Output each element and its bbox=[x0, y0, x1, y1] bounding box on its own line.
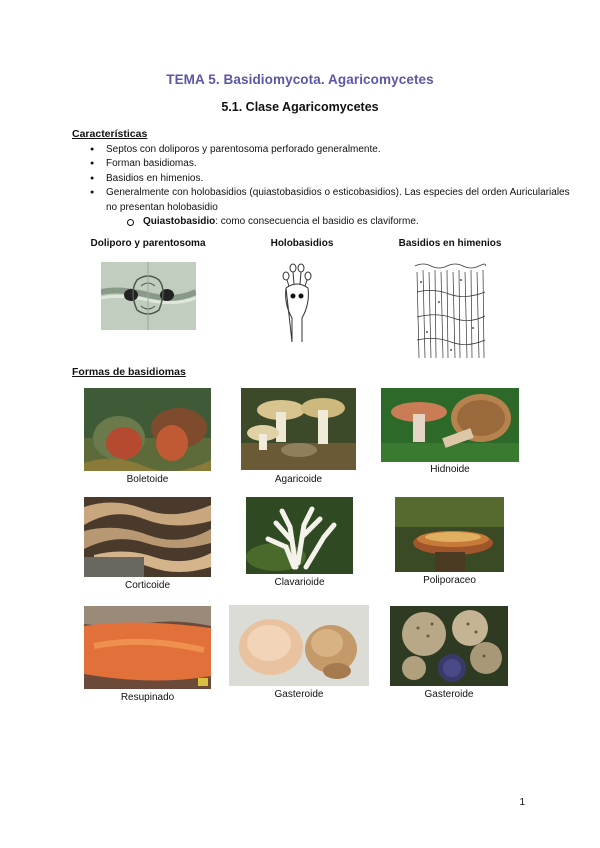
section-title: 5.1. Clase Agaricomycetes bbox=[221, 100, 379, 114]
page-number: 1 bbox=[519, 797, 525, 808]
boletoide-photo bbox=[84, 388, 211, 471]
gasteroide-caption-2: Gasteroide bbox=[424, 689, 474, 700]
hidnoide-caption: Hidnoide bbox=[430, 464, 470, 475]
boletoide-caption: Boletoide bbox=[126, 474, 169, 485]
poliporaceo-photo bbox=[395, 497, 504, 572]
corticoide-caption: Corticoide bbox=[124, 580, 171, 591]
characteristics-heading: Características bbox=[72, 128, 148, 140]
gasteroide-caption-1: Gasteroide bbox=[274, 689, 324, 700]
hymenium-label: Basidios en himenios bbox=[398, 238, 502, 249]
dolipore-micrograph-image bbox=[101, 262, 196, 330]
list-item: ● Forman basidiomas. bbox=[106, 157, 576, 171]
agaricoide-caption: Agaricoide bbox=[274, 474, 323, 485]
characteristics-list bbox=[72, 143, 576, 215]
forms-heading: Formas de basidiomas bbox=[72, 366, 186, 378]
sub-item-bold: Quiastobasidio bbox=[143, 216, 216, 227]
list-item: ● Generalmente con holobasidios (quiastobasidios o esticobasidios). Las especies del orden Auriculariales no presentan holobasidio bbox=[106, 186, 576, 215]
hymenium-drawing bbox=[413, 262, 487, 360]
list-item: ● Basidios en himenios. bbox=[106, 172, 576, 186]
gasteroide-photo-2 bbox=[390, 606, 508, 686]
corticoide-photo bbox=[84, 497, 211, 577]
list-item: ● Septos con doliporos y parentosoma perforado generalmente. bbox=[106, 143, 576, 157]
agaricoide-photo bbox=[241, 388, 356, 470]
poliporaceo-caption: Poliporaceo bbox=[423, 575, 476, 586]
holobasidia-label: Holobasidios bbox=[270, 238, 334, 249]
page-title: TEMA 5. Basidiomycota. Agaricomycetes bbox=[166, 72, 434, 87]
resupinado-caption: Resupinado bbox=[120, 692, 175, 703]
sub-item-text: : como consecuencia el basidio es claviforme. bbox=[215, 216, 419, 227]
dolipore-label: Doliporo y parentosoma bbox=[90, 238, 206, 249]
hidnoide-photo bbox=[381, 388, 519, 462]
holobasidium-drawing bbox=[278, 262, 316, 344]
clavarioide-photo bbox=[246, 497, 353, 574]
clavarioide-caption: Clavarioide bbox=[274, 577, 325, 588]
hollow-bullet-icon bbox=[127, 219, 134, 226]
resupinado-photo bbox=[84, 606, 211, 689]
gasteroide-photo-1 bbox=[229, 605, 369, 686]
sub-list-item bbox=[143, 215, 419, 229]
